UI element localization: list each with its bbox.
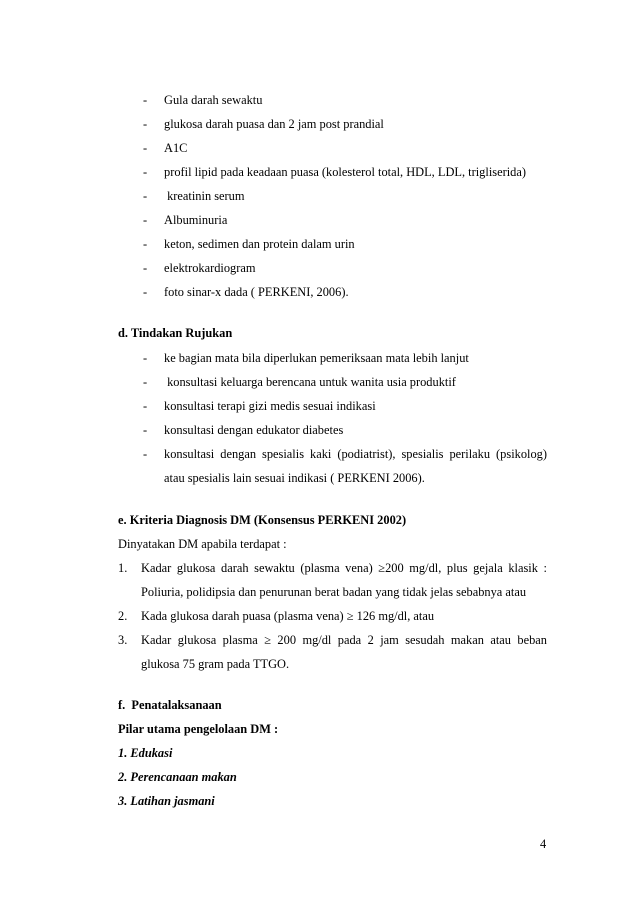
list-bullet: - xyxy=(143,165,148,179)
list-bullet: - xyxy=(143,351,148,365)
list-item: 1. Edukasi xyxy=(118,746,173,760)
section-e-intro: Dinyatakan DM apabila terdapat : xyxy=(118,537,287,551)
list-item: A1C xyxy=(164,141,188,155)
list-bullet: - xyxy=(143,141,148,155)
page-number: 4 xyxy=(540,837,547,851)
section-f-subtitle: Pilar utama pengelolaan DM : xyxy=(118,722,279,736)
list-item: konsultasi dengan edukator diabetes xyxy=(164,423,344,437)
list-bullet: - xyxy=(143,423,148,437)
list-item: profil lipid pada keadaan puasa (kolesterol total, HDL, LDL, trigliserida) xyxy=(164,165,526,179)
list-bullet: - xyxy=(143,399,148,413)
list-item: 3. Latihan jasmani xyxy=(118,794,215,808)
list-item: Kada glukosa darah puasa (plasma vena) ≥ 126 mg/dl, atau xyxy=(141,609,435,623)
list-item: konsultasi dengan spesialis kaki (podiatrist), spesialis perilaku (psikolog) xyxy=(164,447,547,461)
list-bullet: - xyxy=(143,213,148,227)
list-item-continuation: Poliuria, polidipsia dan penurunan berat badan yang tidak jelas sebabnya atau xyxy=(141,585,527,599)
list-number: 1. xyxy=(118,561,128,575)
list-item: ke bagian mata bila diperlukan pemeriksaan mata lebih lanjut xyxy=(164,351,469,365)
list-bullet: - xyxy=(143,261,148,275)
list-item: Kadar glukosa plasma ≥ 200 mg/dl pada 2 jam sesudah makan atau beban xyxy=(141,633,547,647)
list-number: 2. xyxy=(118,609,128,623)
list-bullet: - xyxy=(143,93,148,107)
list-item: kreatinin serum xyxy=(164,189,245,203)
list-bullet: - xyxy=(143,447,148,461)
list-item: Kadar glukosa darah sewaktu (plasma vena) ≥200 mg/dl, plus gejala klasik : xyxy=(141,561,547,575)
list-item: konsultasi terapi gizi medis sesuai indikasi xyxy=(164,399,376,413)
list-item: keton, sedimen dan protein dalam urin xyxy=(164,237,355,251)
list-item: elektrokardiogram xyxy=(164,261,256,275)
list-item: Albuminuria xyxy=(164,213,228,227)
list-bullet: - xyxy=(143,117,148,131)
list-bullet: - xyxy=(143,189,148,203)
list-bullet: - xyxy=(143,285,148,299)
list-number: 3. xyxy=(118,633,128,647)
section-e-title: e. Kriteria Diagnosis DM (Konsensus PERKENI 2002) xyxy=(118,513,407,527)
section-f-title: f. Penatalaksanaan xyxy=(118,698,222,712)
list-item-continuation: atau spesialis lain sesuai indikasi ( PERKENI 2006). xyxy=(164,471,425,485)
list-bullet: - xyxy=(143,237,148,251)
section-d-title: d. Tindakan Rujukan xyxy=(118,326,233,340)
list-item: foto sinar-x dada ( PERKENI, 2006). xyxy=(164,285,349,299)
list-item-continuation: glukosa 75 gram pada TTGO. xyxy=(141,657,290,671)
list-item: Gula darah sewaktu xyxy=(164,93,263,107)
list-item: konsultasi keluarga berencana untuk wanita usia produktif xyxy=(164,375,456,389)
list-bullet: - xyxy=(143,375,148,389)
list-item: 2. Perencanaan makan xyxy=(118,770,237,784)
list-item: glukosa darah puasa dan 2 jam post prandial xyxy=(164,117,384,131)
